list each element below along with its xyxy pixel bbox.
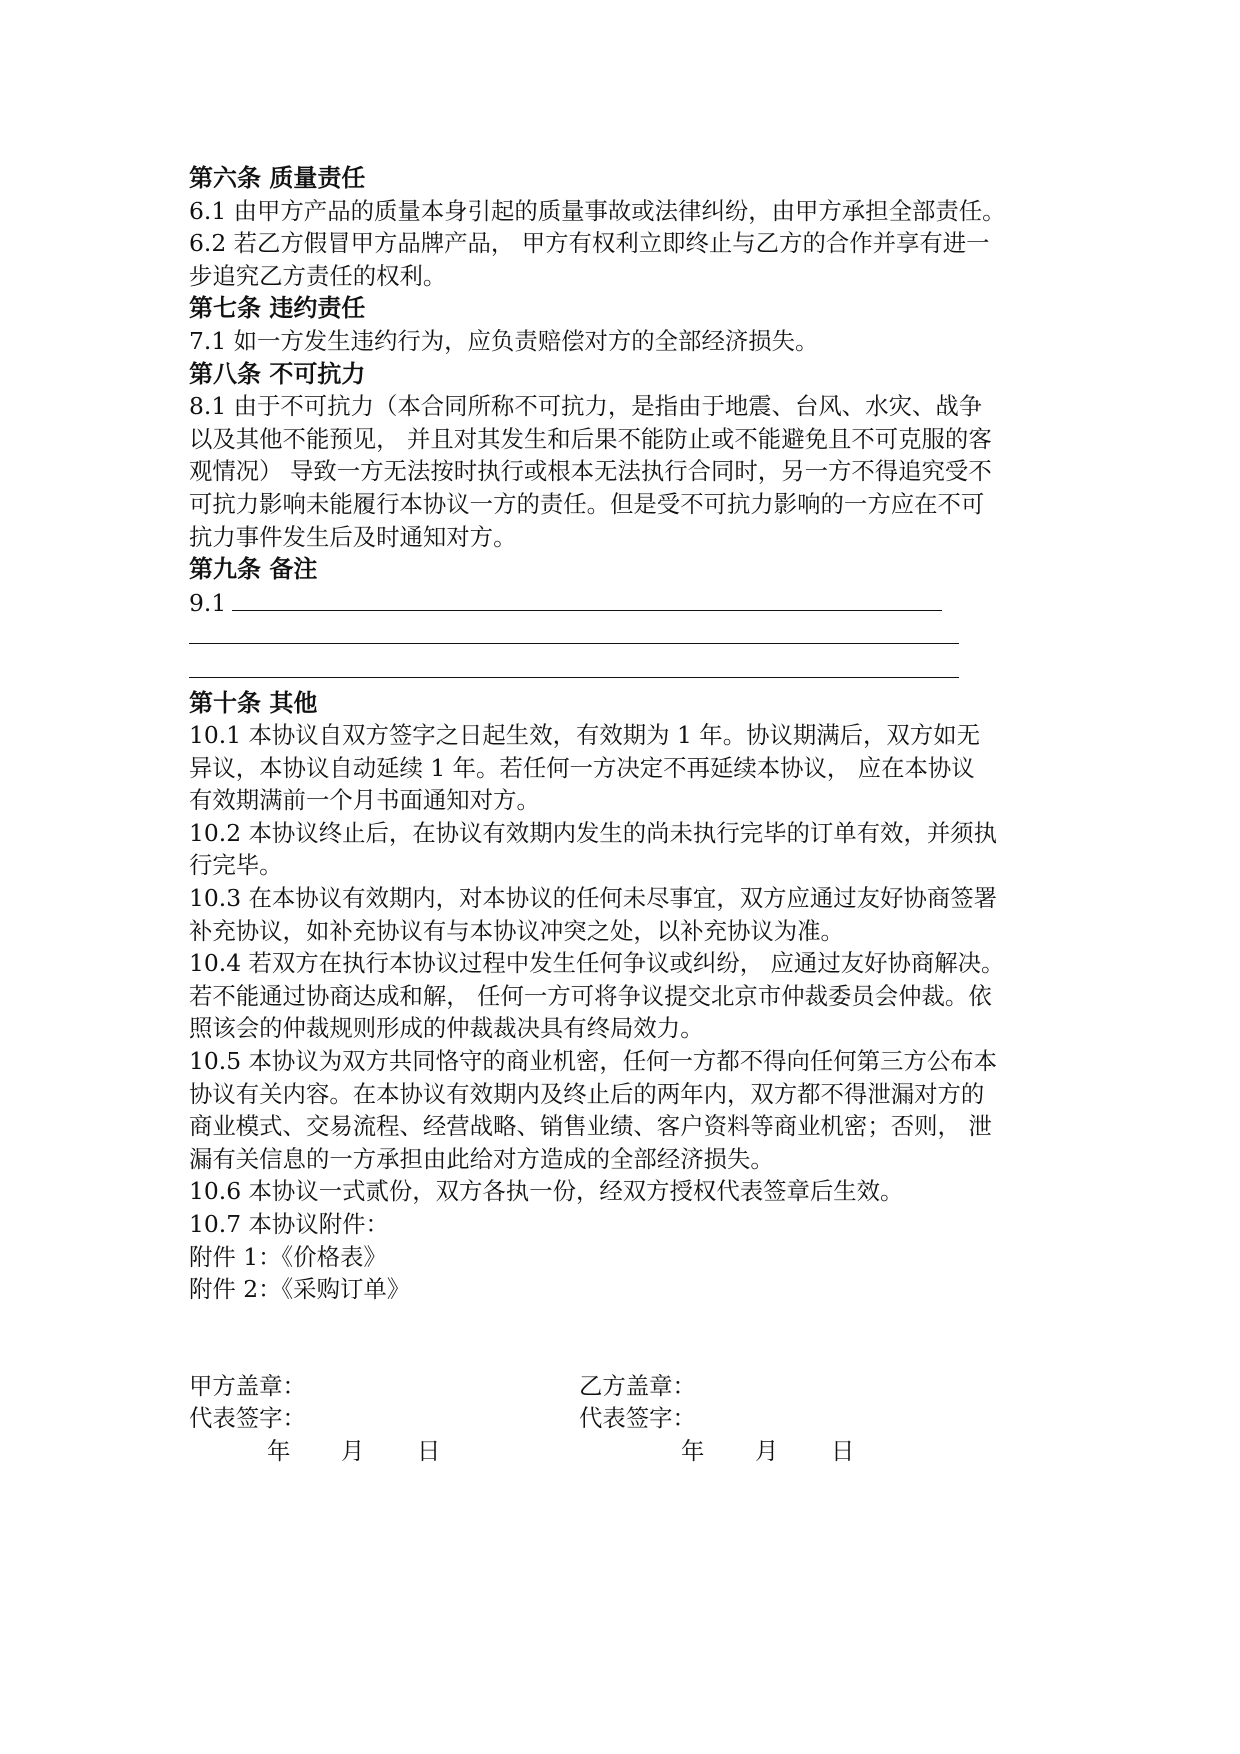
clause-text: 8.1 由于不可抗力（本合同所称不可抗力，是指由于地震、台风、水灾、战争 (189, 392, 983, 421)
party-a-month: 月 (341, 1436, 365, 1465)
attachment-item: 附件 2：《采购订单》 (189, 1275, 411, 1304)
clause-text: 10.2 本协议终止后，在协议有效期内发生的尚未执行完毕的订单有效，并须执 (189, 818, 998, 847)
party-a-rep-label: 代表签字： (189, 1404, 306, 1433)
party-b-day: 日 (831, 1436, 855, 1465)
attachment-item: 附件 1：《价格表》 (189, 1242, 387, 1271)
party-b-seal-label: 乙方盖章： (579, 1371, 696, 1400)
clause-text: 10.7 本协议附件： (189, 1210, 389, 1238)
remarks-label: 9.1 (189, 588, 227, 617)
party-a-seal-label: 甲方盖章： (189, 1371, 306, 1400)
section-heading: 第八条 不可抗力 (189, 359, 366, 388)
clause-text: 可抗力影响未能履行本协议一方的责任。但是受不可抗力影响的一方应在不可 (189, 489, 985, 518)
clause-text: 行完毕。 (189, 851, 283, 880)
clause-text: 若不能通过协商达成和解， 任何一方可将争议提交北京市仲裁委员会仲裁。依 (189, 981, 992, 1010)
clause-text: 补充协议，如补充协议有与本协议冲突之处，以补充协议为准。 (189, 916, 844, 945)
party-a-day: 日 (417, 1436, 441, 1465)
clause-text: 异议，本协议自动延续 1 年。若任何一方决定不再延续本协议， 应在本协议 (189, 753, 975, 782)
clause-text: 7.1 如一方发生违约行为，应负责赔偿对方的全部经济损失。 (189, 326, 819, 355)
clause-text: 漏有关信息的一方承担由此给对方造成的全部经济损失。 (189, 1144, 774, 1173)
clause-text: 抗力事件发生后及时通知对方。 (189, 522, 517, 551)
clause-text: 10.1 本协议自双方签字之日起生效，有效期为 1 年。协议期满后，双方如无 (189, 721, 980, 750)
date-row (189, 1435, 1059, 1468)
clause-text: 6.2 若乙方假冒甲方品牌产品， 甲方有权利立即终止与乙方的合作并享有进一 (189, 229, 990, 258)
clause-text: 观情况） 导致一方无法按时执行或根本无法执行合同时，另一方不得追究受不 (189, 457, 992, 486)
clause-text: 10.4 若双方在执行本协议过程中发生任何争议或纠纷， 应通过友好协商解决。 (189, 949, 1005, 978)
seal-row (189, 1370, 1059, 1403)
section-heading: 第六条 质量责任 (189, 164, 366, 192)
remarks-line (189, 586, 1059, 620)
party-b-year: 年 (681, 1436, 705, 1465)
remarks-blank-2[interactable] (189, 619, 959, 644)
clause-text: 10.6 本协议一式贰份，双方各执一份，经双方授权代表签章后生效。 (189, 1177, 904, 1206)
remarks-blank-3[interactable] (189, 653, 959, 678)
section-heading: 第七条 违约责任 (189, 294, 366, 323)
party-a-year: 年 (267, 1436, 291, 1465)
clause-text: 10.5 本协议为双方共同恪守的商业机密，任何一方都不得向任何第三方公布本 (189, 1047, 998, 1076)
clause-text: 商业模式、交易流程、经营战略、销售业绩、客户资料等商业机密；否则， 泄 (189, 1112, 992, 1141)
clause-text: 10.3 在本协议有效期内，对本协议的任何未尽事宜，双方应通过友好协商签署 (189, 884, 998, 913)
rep-signature-row (189, 1402, 1059, 1435)
clause-text: 有效期满前一个月书面通知对方。 (189, 786, 540, 815)
clause-text: 步追究乙方责任的权利。 (189, 261, 447, 290)
section-heading: 第十条 其他 (189, 688, 318, 717)
document-page (189, 162, 1059, 1468)
party-b-month: 月 (755, 1436, 779, 1465)
clause-text: 以及其他不能预见， 并且对其发生和后果不能防止或不能避免且不可克服的客 (189, 424, 992, 453)
section-heading: 第九条 备注 (189, 555, 318, 584)
remarks-blank-1[interactable] (232, 586, 942, 611)
spacer (189, 1306, 1059, 1370)
clause-text: 照该会的仲裁规则形成的仲裁裁决具有终局效力。 (189, 1014, 704, 1043)
clause-text: 6.1 由甲方产品的质量本身引起的质量事故或法律纠纷，由甲方承担全部责任。 (189, 196, 1006, 225)
clause-text: 协议有关内容。在本协议有效期内及终止后的两年内，双方都不得泄漏对方的 (189, 1079, 985, 1108)
party-b-rep-label: 代表签字： (579, 1404, 696, 1433)
